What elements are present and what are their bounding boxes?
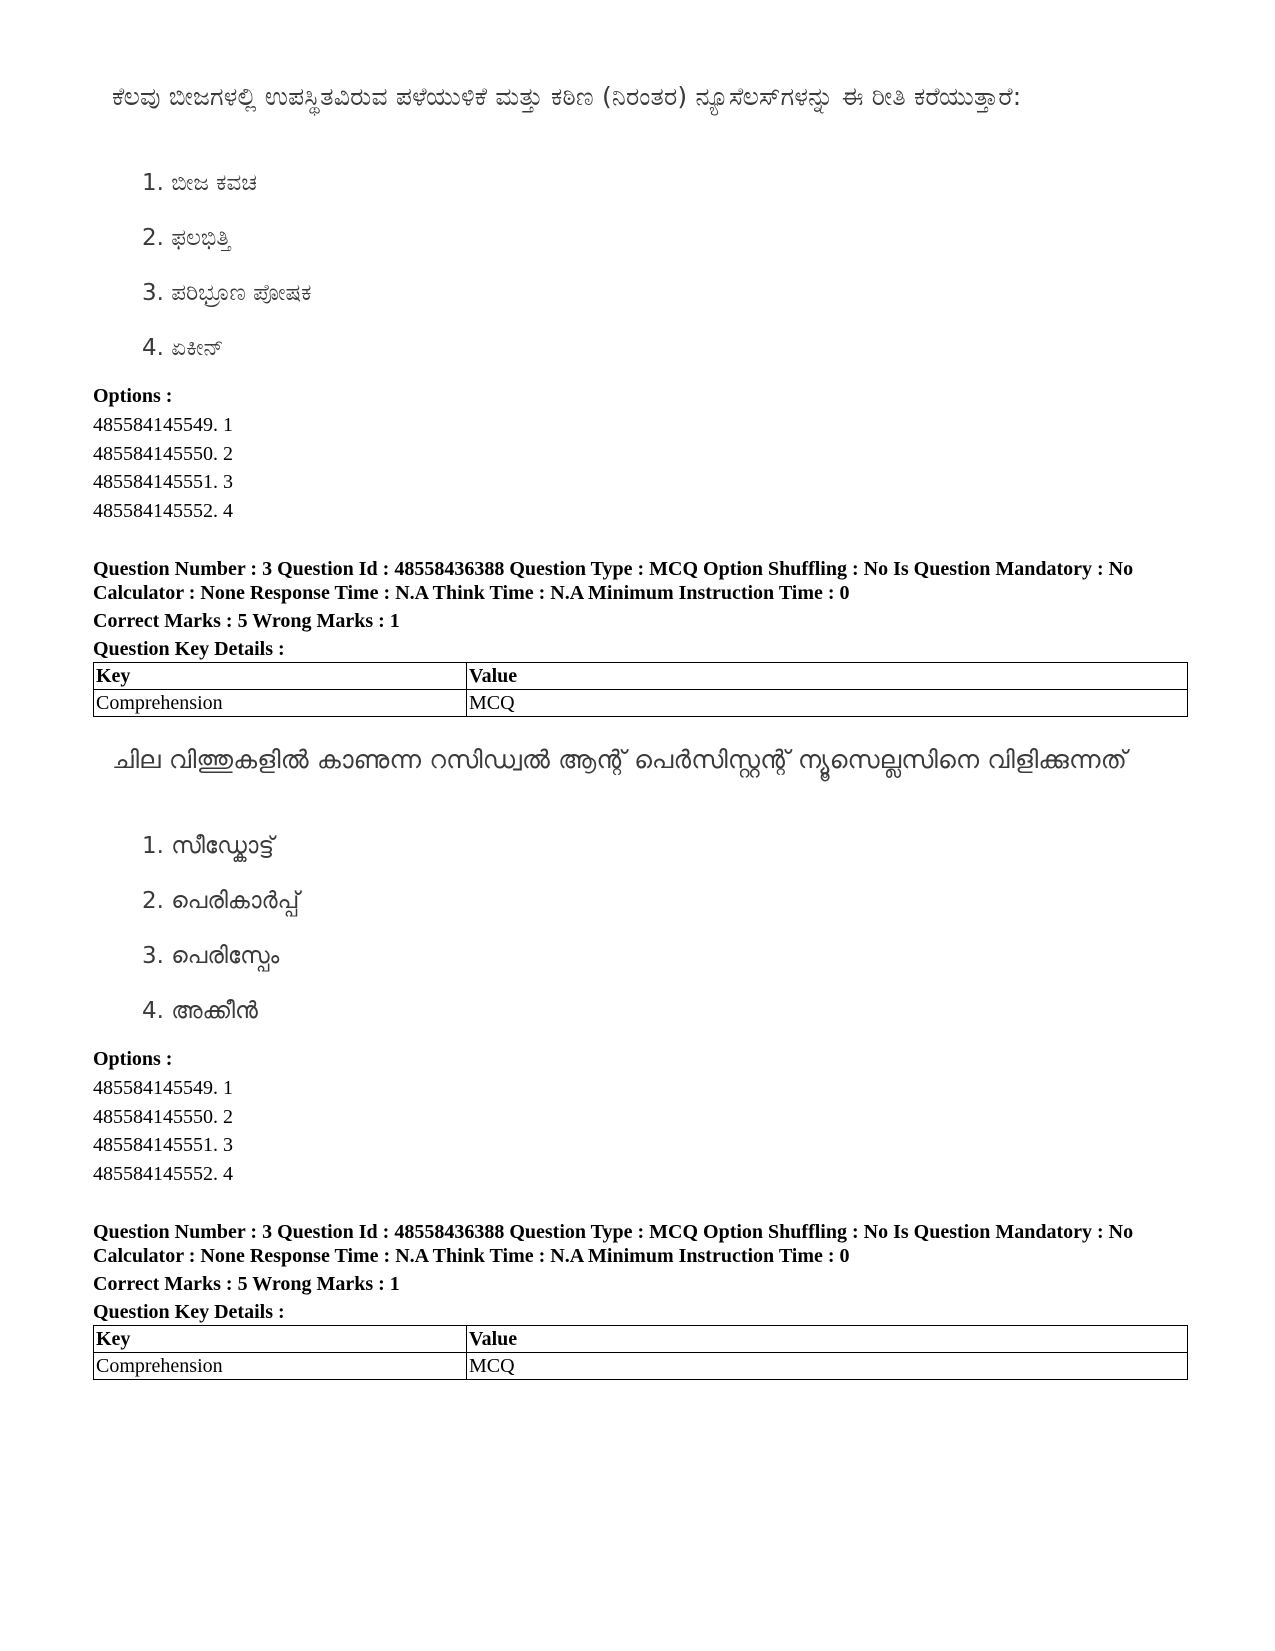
option-item: 485584145549. 1 bbox=[93, 1077, 233, 1099]
table-header-key: Key bbox=[94, 663, 467, 690]
question-meta-line1: Question Number : 3 Question Id : 48558436388 Question Type : MCQ Option Shuffling : No Is Question Mandatory : No bbox=[93, 1221, 1134, 1243]
option-item: 485584145549. 1 bbox=[93, 414, 233, 436]
question-meta-line1: Question Number : 3 Question Id : 48558436388 Question Type : MCQ Option Shuffling : No Is Question Mandatory : No bbox=[93, 558, 1134, 580]
option-item: 485584145552. 4 bbox=[93, 499, 233, 522]
option-item: 485584145550. 2 bbox=[93, 442, 233, 465]
question-image-kannada bbox=[112, 80, 1132, 361]
question-choice-2: 2. ಫಲಭಿತ್ತಿ bbox=[142, 225, 231, 251]
table-cell-value: MCQ bbox=[467, 1353, 1188, 1380]
option-item: 485584145550. 2 bbox=[93, 1105, 233, 1128]
option-item: 485584145551. 3 bbox=[93, 471, 233, 493]
question-choice-4: 4. ಏಕೀನ್ bbox=[142, 335, 224, 361]
question-meta-line2: Calculator : None Response Time : N.A Think Time : N.A Minimum Instruction Time : 0 bbox=[93, 1245, 850, 1267]
option-item: 485584145551. 3 bbox=[93, 1134, 233, 1156]
key-details-label: Question Key Details : bbox=[93, 638, 285, 660]
option-item: 485584145552. 4 bbox=[93, 1162, 233, 1185]
table-header-value: Value bbox=[467, 663, 1188, 690]
table-row bbox=[94, 690, 1188, 717]
options-label: Options : bbox=[93, 385, 173, 407]
question-meta bbox=[93, 1220, 1188, 1324]
table-header-key: Key bbox=[94, 1326, 467, 1353]
question-choice-3: 3. ಪರಿಭ್ರೂಣ ಪೋಷಕ bbox=[142, 280, 312, 306]
question-choice-3: 3. പെരിസ്പേം bbox=[142, 943, 280, 969]
question-stem: ചില വിത്തുകളിൽ കാണുന്ന റസിഡ്വൽ ആന്റ് പെർസിസ്റ്റന്റ് ന്യൂസെല്ലസിനെ വിളിക്കുന്നത് bbox=[112, 745, 1128, 774]
question-meta bbox=[93, 557, 1188, 661]
table-header-value: Value bbox=[467, 1326, 1188, 1353]
table-cell-key: Comprehension bbox=[94, 1353, 467, 1380]
question-meta-line2: Calculator : None Response Time : N.A Think Time : N.A Minimum Instruction Time : 0 bbox=[93, 582, 850, 604]
key-details-label: Question Key Details : bbox=[93, 1301, 285, 1323]
table-row bbox=[94, 1353, 1188, 1380]
question-choice-1: 1. സീഡ്കോട്ട് bbox=[142, 833, 274, 859]
key-details-table bbox=[93, 662, 1188, 717]
table-cell-value: MCQ bbox=[467, 690, 1188, 717]
marks-line: Correct Marks : 5 Wrong Marks : 1 bbox=[93, 610, 400, 632]
options-label: Options : bbox=[93, 1048, 173, 1070]
table-header-row bbox=[94, 663, 1188, 690]
question-choice-1: 1. ಬೀಜ ಕವಚ bbox=[142, 170, 257, 196]
table-header-row bbox=[94, 1326, 1188, 1353]
question-image-malayalam bbox=[112, 743, 1132, 1024]
question-choice-2: 2. പെരികാർപ്പ് bbox=[142, 888, 300, 914]
key-details-table bbox=[93, 1325, 1188, 1380]
table-cell-key: Comprehension bbox=[94, 690, 467, 717]
question-choice-4: 4. അക്കീൻ bbox=[142, 998, 258, 1024]
question-stem: ಕೆಲವು ಬೀಜಗಳಲ್ಲಿ ಉಪಸ್ಥಿತವಿರುವ ಪಳೆಯುಳಿಕೆ ಮತ್ತು ಕಠಿಣ (ನಿರಂತರ) ನ್ಯೂಸೆಲಸ್‌ಗಳನ್ನು ಈ ರೀತಿ ಕರೆಯುತ್ತಾರೆ: bbox=[112, 82, 1022, 111]
options-section bbox=[93, 1047, 1188, 1188]
options-section bbox=[93, 384, 1188, 525]
marks-line: Correct Marks : 5 Wrong Marks : 1 bbox=[93, 1273, 400, 1295]
